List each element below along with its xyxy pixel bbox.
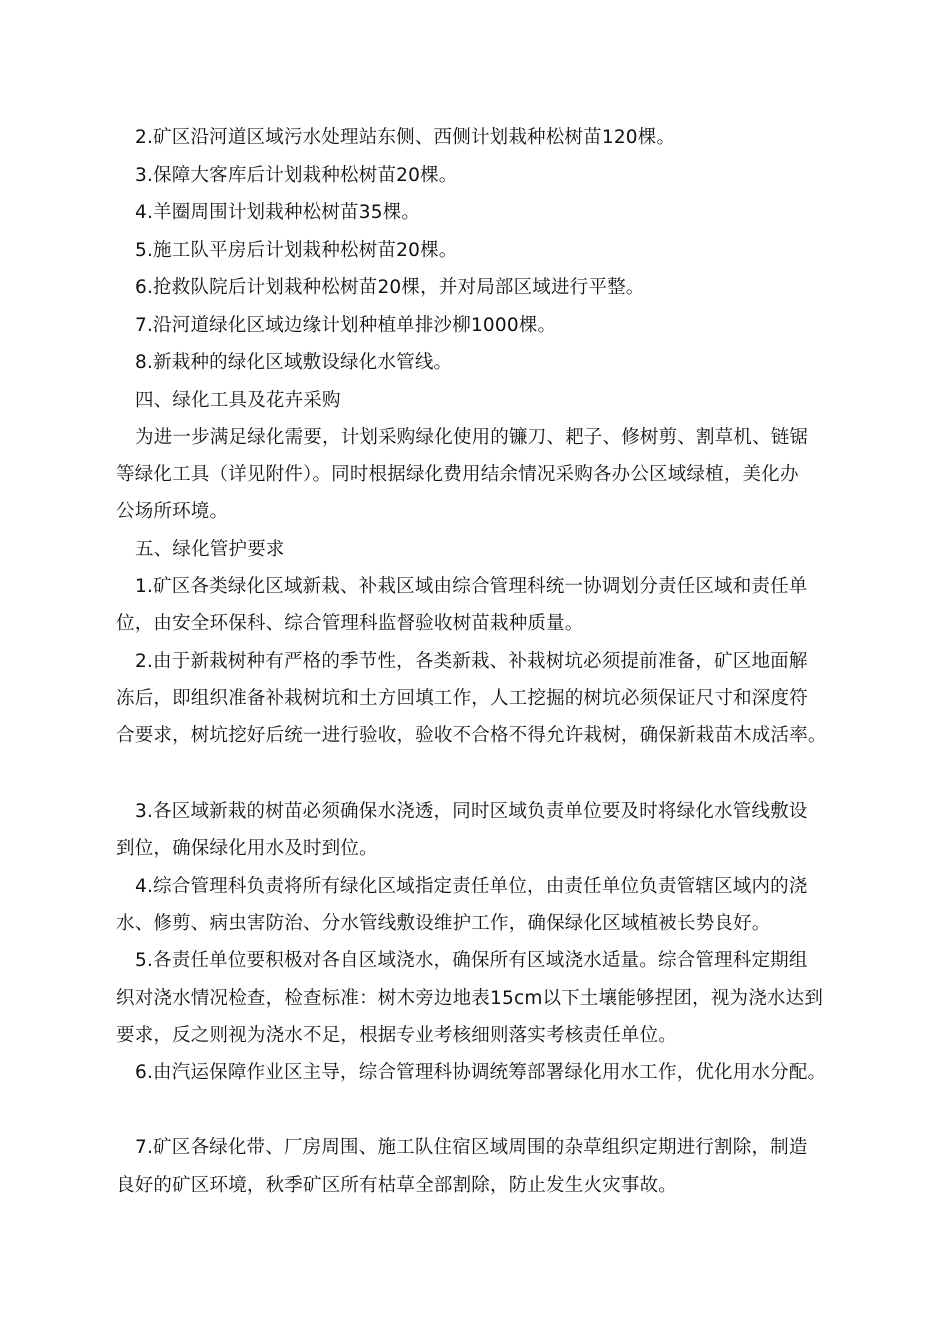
paragraph-line: 要求，反之则视为浇水不足，根据专业考核细则落实考核责任单位。	[116, 1025, 678, 1046]
paragraph-line: 等绿化工具（详见附件）。同时根据绿化费用结余情况采购各办公区域绿植，美化办	[116, 464, 799, 485]
paragraph-line: 4.羊圈周围计划栽种松树苗35棵。	[135, 202, 421, 223]
paragraph-line: 良好的矿区环境，秋季矿区所有枯草全部割除，防止发生火灾事故。	[116, 1175, 678, 1196]
paragraph-line: 2.矿区沿河道区域污水处理站东侧、西侧计划栽种松树苗120棵。	[135, 127, 676, 148]
paragraph-line: 到位，确保绿化用水及时到位。	[116, 838, 378, 859]
paragraph-line: 水、修剪、病虫害防治、分水管线敷设维护工作，确保绿化区域植被长势良好。	[116, 913, 771, 934]
paragraph-line: 公场所环境。	[116, 501, 229, 522]
paragraph-line: 6.由汽运保障作业区主导，综合管理科协调统筹部署绿化用水工作，优化用水分配。	[135, 1062, 827, 1083]
section-heading: 四、绿化工具及花卉采购	[135, 390, 341, 411]
paragraph-line: 3.各区域新栽的树苗必须确保水浇透，同时区域负责单位要及时将绿化水管线敷设	[135, 801, 808, 822]
paragraph-line: 7.沿河道绿化区域边缘计划种植单排沙柳1000棵。	[135, 315, 557, 336]
paragraph-line: 6.抢救队院后计划栽种松树苗20棵，并对局部区域进行平整。	[135, 277, 645, 298]
paragraph-line: 5.施工队平房后计划栽种松树苗20棵。	[135, 240, 458, 261]
paragraph-line: 1.矿区各类绿化区域新栽、补栽区域由综合管理科统一协调划分责任区域和责任单	[135, 576, 808, 597]
paragraph-line: 5.各责任单位要积极对各自区域浇水，确保所有区域浇水适量。综合管理科定期组	[135, 950, 808, 971]
paragraph-line: 合要求，树坑挖好后统一进行验收，验收不合格不得允许栽树，确保新栽苗木成活率。	[116, 725, 827, 746]
paragraph-line: 7.矿区各绿化带、厂房周围、施工队住宿区域周围的杂草组织定期进行割除，制造	[135, 1137, 808, 1158]
paragraph-line: 8.新栽种的绿化区域敷设绿化水管线。	[135, 352, 453, 373]
paragraph-line: 织对浇水情况检查，检查标准：树木旁边地表15cm以下土壤能够捏团，视为浇水达到	[116, 988, 824, 1009]
section-heading: 五、绿化管护要求	[135, 539, 285, 560]
paragraph-line: 3.保障大客库后计划栽种松树苗20棵。	[135, 165, 458, 186]
paragraph-line: 位，由安全环保科、综合管理科监督验收树苗栽种质量。	[116, 613, 584, 634]
paragraph-line: 4.综合管理科负责将所有绿化区域指定责任单位，由责任单位负责管辖区域内的浇	[135, 876, 808, 897]
paragraph-line: 2.由于新栽树种有严格的季节性，各类新栽、补栽树坑必须提前准备，矿区地面解	[135, 651, 808, 672]
paragraph-line: 冻后，即组织准备补栽树坑和土方回填工作，人工挖掘的树坑必须保证尺寸和深度符	[116, 688, 808, 709]
paragraph-line: 为进一步满足绿化需要，计划采购绿化使用的镰刀、耙子、修树剪、割草机、链锯	[135, 427, 809, 448]
